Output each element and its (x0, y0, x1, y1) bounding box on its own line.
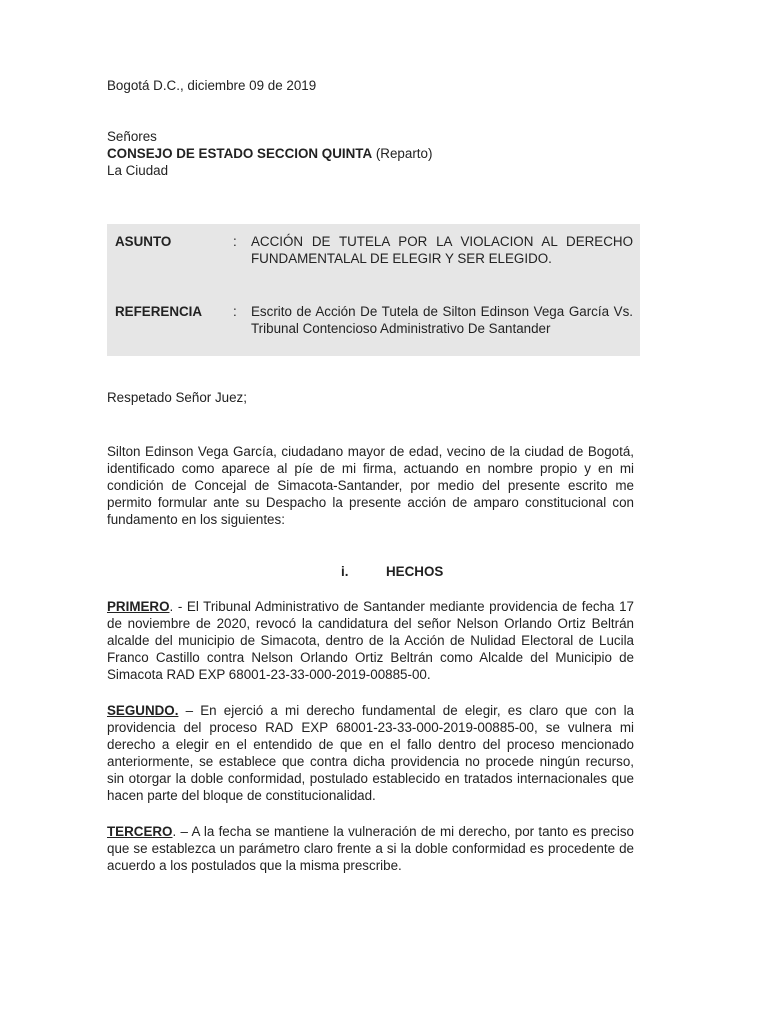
asunto-label: ASUNTO (115, 234, 172, 249)
addressee-org-suffix: (Reparto) (372, 146, 433, 161)
fact-label: SEGUNDO. (107, 703, 179, 718)
addressee-org-name: CONSEJO DE ESTADO SECCION QUINTA (107, 146, 373, 161)
addressee-city: La Ciudad (107, 163, 169, 178)
asunto-colon: : (233, 234, 237, 249)
fact-paragraph-segundo (107, 702, 634, 804)
addressee-org (107, 145, 432, 162)
date-line: Bogotá D.C., diciembre 09 de 2019 (107, 78, 317, 93)
fact-text: – En ejerció a mi derecho fundamental de elegir, es claro que con la providencia del proceso RAD EXP 68001-23-33-000-2019-00885-00, se vulnera mi derecho a elegir en el entendido de que en el fallo dentro del proceso mencionado anteriormente, se establece que contra dicha providencia no procede ningún recurso, sin otorgar la doble conformidad, postulado establecido en tratados internacionales que hacen parte del bloque de constitucionalidad. (107, 703, 634, 803)
subject-box (107, 224, 640, 356)
fact-text: . - El Tribunal Administrativo de Santander mediante providencia de fecha 17 de noviembre de 2020, revocó la candidatura del señor Nelson Orlando Ortiz Beltrán alcalde del municipio de Simacota, dentro de la Acción de Nulidad Electoral de Lucila Franco Castillo contra Nelson Orlando Ortiz Beltrán como Alcalde del Municipio de Simacota RAD EXP 68001-23-33-000-2019-00885-00. (107, 599, 634, 682)
section-number: i. (341, 564, 349, 579)
asunto-value: ACCIÓN DE TUTELA POR LA VIOLACION AL DERECHO FUNDAMENTALAL DE ELEGIR Y SER ELEGIDO. (251, 234, 633, 266)
fact-paragraph-primero (107, 598, 634, 683)
referencia-label: REFERENCIA (115, 304, 203, 319)
salutation: Señores (107, 129, 157, 144)
fact-paragraph-tercero (107, 823, 634, 874)
fact-label: PRIMERO (107, 599, 170, 614)
section-heading (341, 563, 443, 580)
addressee-block (107, 128, 432, 179)
referencia-colon: : (233, 304, 237, 319)
greeting: Respetado Señor Juez; (107, 390, 247, 405)
fact-text: . – A la fecha se mantiene la vulneración de mi derecho, por tanto es preciso que se establezca un parámetro claro frente a si la doble conformidad es procedente de acuerdo a los postulados que la misma prescribe. (107, 824, 634, 873)
section-title: HECHOS (386, 564, 444, 579)
fact-label: TERCERO (107, 824, 173, 839)
intro-paragraph: Silton Edinson Vega García, ciudadano mayor de edad, vecino de la ciudad de Bogotá, identificado como aparece al píe de mi firma, actuando en nombre propio y en mi condición de Concejal de Simacota-Santander, por medio del presente escrito me permito formular ante su Despacho la presente acción de amparo constitucional con fundamento en los siguientes: (107, 444, 634, 527)
referencia-value: Escrito de Acción De Tutela de Silton Edinson Vega García Vs. Tribunal Contencioso Administrativo De Santander (251, 304, 633, 336)
